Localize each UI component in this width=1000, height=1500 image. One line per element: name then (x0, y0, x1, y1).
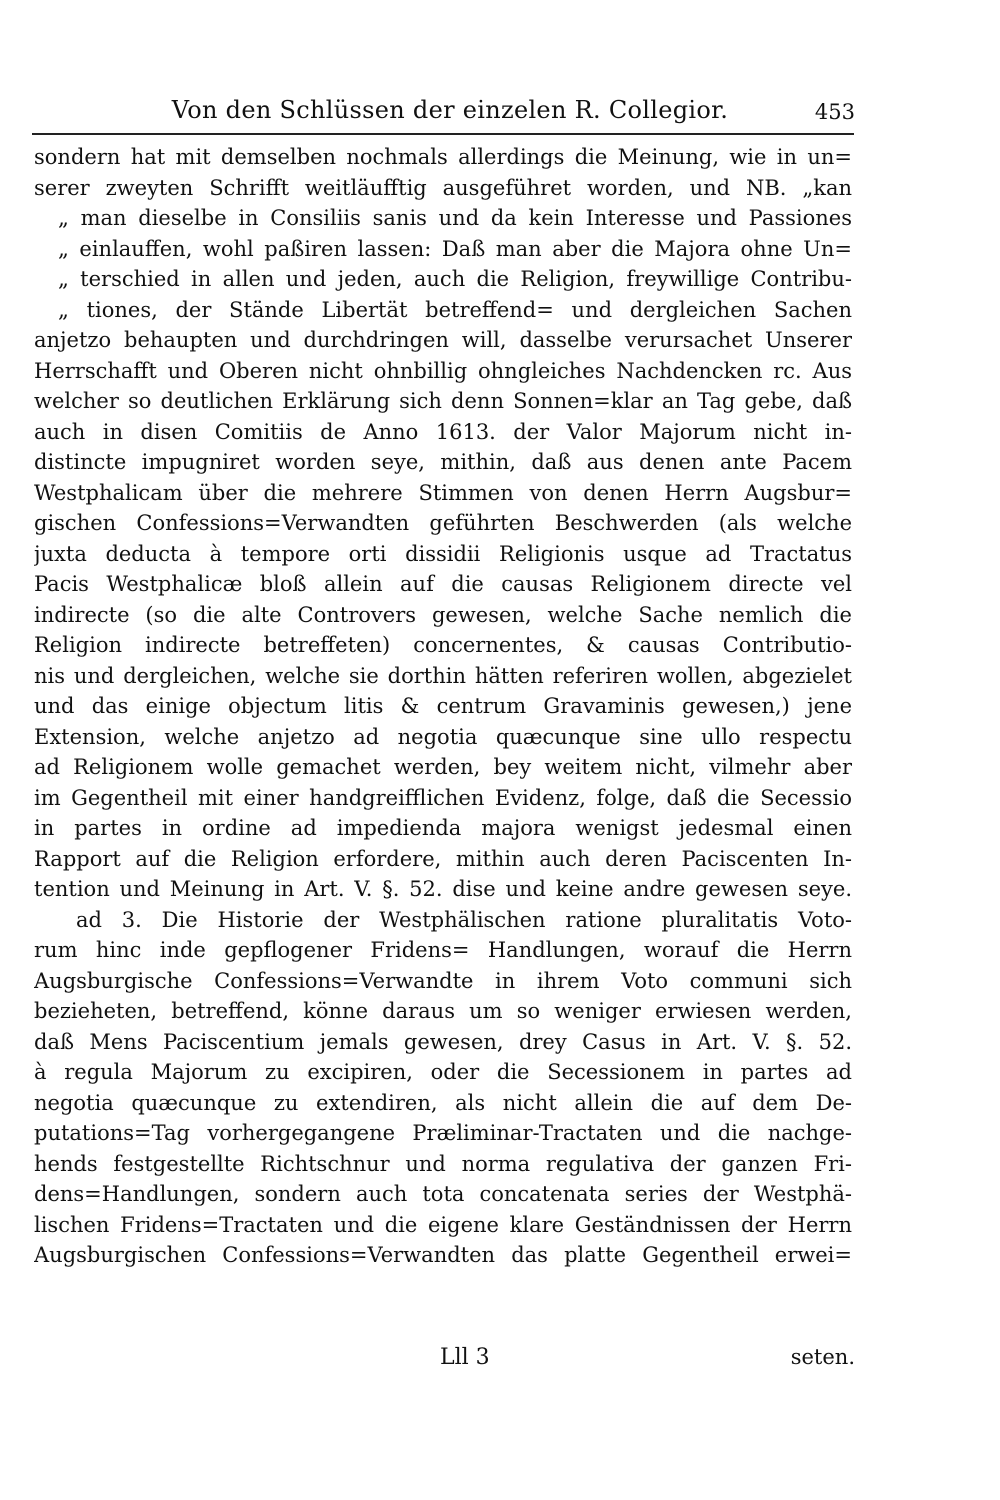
text-line: und das einige objectum litis & centrum Gravaminis gewesen,) jene (34, 694, 852, 718)
text-line: hends festgestellte Richtschnur und norma regulativa der ganzen Fri- (34, 1151, 852, 1176)
text-line: nis und dergleichen, welche sie dorthin hätten referiren wollen, abgezielet (34, 663, 852, 688)
text-line: in partes in ordine ad impedienda majora wenigst jedesmal einen (34, 816, 852, 840)
text-line: Herrschafft und Oberen nicht ohnbillig ohngleiches Nachdencken rc. Aus (34, 358, 852, 383)
text-line: bezieheten, betreffend, könne daraus um so weniger erwiesen werden, (34, 999, 852, 1023)
text-line: juxta deducta à tempore orti dissidii Religionis usque ad Tractatus (34, 541, 852, 566)
running-title: Von den Schlüssen der einzelen R. Collegior. (171, 96, 729, 124)
text-line: „ einlauffen, wohl paßiren lassen: Daß man aber die Majora ohne Un= (58, 236, 852, 261)
text-line: putations=Tag vorhergegangene Præliminar-Tractaten und die nachge- (34, 1121, 852, 1145)
text-line: „ terschied in allen und jeden, auch die Religion, freywillige Contribu- (58, 267, 852, 291)
text-line: rum hinc inde gepflogener Fridens= Handlungen, worauf die Herrn (34, 938, 852, 962)
text-line: lischen Fridens=Tractaten und die eigene klare Geständnissen der Herrn (34, 1212, 852, 1237)
text-line: Westphalicam über die mehrere Stimmen von denen Herrn Augsbur= (34, 480, 852, 505)
text-line: Pacis Westphalicæ bloß allein auf die causas Religionem directe vel (34, 572, 852, 596)
text-line: tention und Meinung in Art. V. §. 52. dise und keine andre gewesen seye. (34, 877, 852, 901)
text-line: ad Religionem wolle gemachet werden, bey weitem nicht, vilmehr aber (34, 755, 852, 779)
header-rule (32, 133, 854, 135)
body-text (34, 142, 852, 1271)
text-line: Religion indirecte betreffeten) concernentes, & causas Contributio- (34, 633, 852, 657)
text-line: welcher so deutlichen Erklärung sich denn Sonnen=klar an Tag gebe, daß (34, 389, 852, 413)
page-footer (0, 1345, 1000, 1377)
text-line: à regula Majorum zu excipiren, oder die Secessionem in partes ad (34, 1060, 852, 1084)
text-line: im Gegentheil mit einer handgreifflichen Evidenz, folge, daß die Secessio (34, 785, 852, 810)
text-line: anjetzo behaupten und durchdringen will, dasselbe verursachet Unserer (34, 328, 852, 352)
text-line: Rapport auf die Religion erfordere, mithin auch deren Paciscenten In- (34, 846, 852, 871)
catchword: seten. (790, 1345, 855, 1369)
text-line: Augsburgische Confessions=Verwandte in ihrem Voto communi sich (34, 968, 852, 993)
text-line: Extension, welche anjetzo ad negotia quæcunque sine ullo respectu (34, 724, 852, 749)
text-line: daß Mens Paciscentium jemals gewesen, drey Casus in Art. V. §. 52. (34, 1029, 852, 1054)
text-line: „ man dieselbe in Consiliis sanis und da kein Interesse und Passiones (58, 206, 852, 230)
text-line: distincte impugniret worden seye, mithin, daß aus denen ante Pacem (34, 450, 852, 474)
text-line: serer zweyten Schrifft weitläufftig ausgeführet worden, und NB. „kan (34, 175, 852, 200)
text-line: „ tiones, der Stände Libertät betreffend= und dergleichen Sachen (58, 297, 852, 322)
page-number: 453 (814, 100, 855, 124)
paragraph-start-line: ad 3. Die Historie der Westphälischen ratione pluralitatis Voto- (76, 907, 852, 932)
running-header (0, 96, 1000, 136)
signature-mark: Lll 3 (440, 1345, 490, 1370)
text-line: auch in disen Comitiis de Anno 1613. der Valor Majorum nicht in- (34, 419, 852, 444)
text-line: sondern hat mit demselben nochmals allerdings die Meinung, wie in un= (34, 145, 852, 169)
text-line: indirecte (so die alte Controvers gewesen, welche Sache nemlich die (34, 602, 852, 627)
text-line: Augsburgischen Confessions=Verwandten das platte Gegentheil erwei= (34, 1243, 852, 1267)
text-line: dens=Handlungen, sondern auch tota concatenata series der Westphä- (34, 1182, 852, 1206)
text-line: gischen Confessions=Verwandten geführten Beschwerden (als welche (34, 511, 852, 535)
text-line: negotia quæcunque zu extendiren, als nicht allein die auf dem De- (34, 1090, 852, 1115)
